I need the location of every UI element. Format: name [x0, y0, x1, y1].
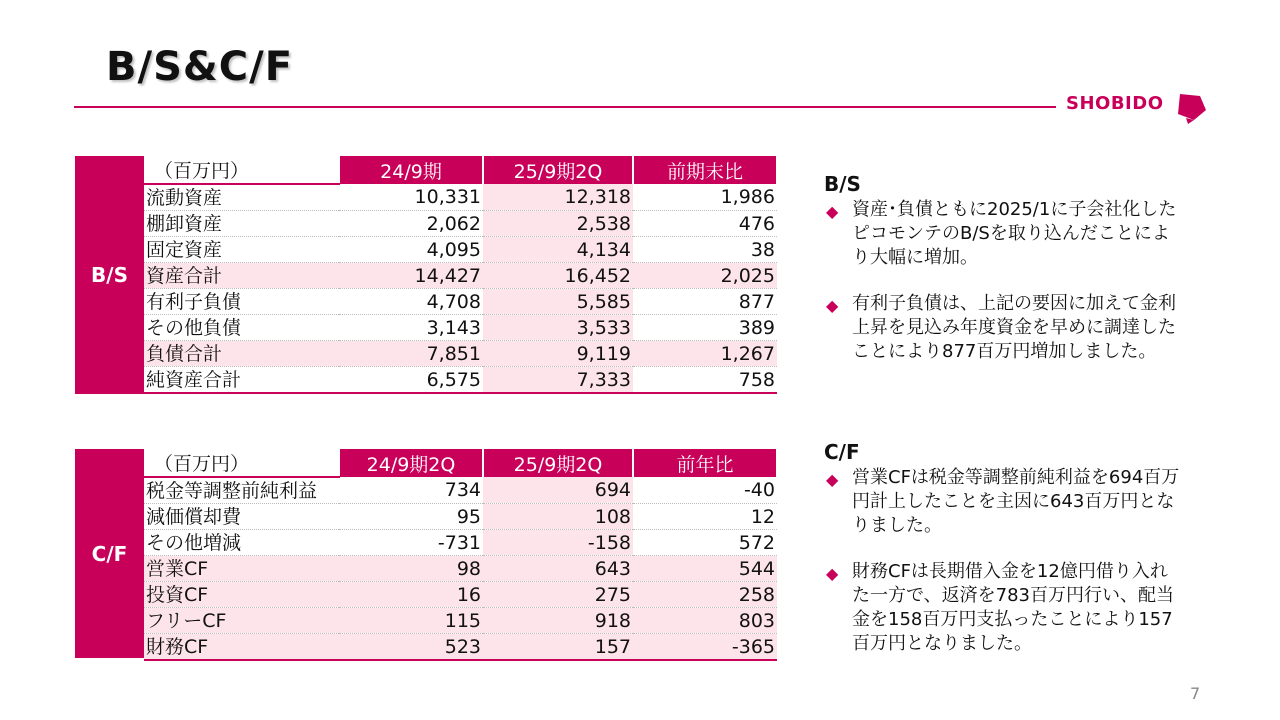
bs-table-row	[144, 315, 777, 341]
bs-table-row	[144, 341, 777, 367]
cf-note-text: 財務CFは長期借入金を12億円借り入れた一方で、返済を783百万円行い、配当金を158百万円支払ったことにより157百万円となりました。	[852, 561, 1174, 654]
cf-cell-col3: 12	[633, 504, 777, 530]
logo-text: SHOBIDO	[1066, 93, 1164, 114]
cf-row-label: フリーCF	[144, 608, 339, 634]
cf-cell-col1: -731	[339, 530, 483, 556]
cf-cell-col1: 734	[339, 477, 483, 504]
bs-row-label: 棚卸資産	[144, 211, 339, 237]
cf-table-row	[144, 582, 777, 608]
cf-table-row	[144, 608, 777, 634]
bs-row-label: 流動資産	[144, 184, 339, 211]
bs-cell-col1: 3,143	[339, 315, 483, 341]
diamond-bullet-icon: ◆	[826, 202, 839, 221]
cf-note-text: 営業CFは税金等調整前純利益を694百万円計上したことを主因に643百万円となりました。	[852, 467, 1180, 536]
bs-table-row	[144, 184, 777, 211]
bs-row-label: その他負債	[144, 315, 339, 341]
cf-cell-col3: 572	[633, 530, 777, 556]
bs-row-label: 負債合計	[144, 341, 339, 367]
title-divider	[74, 106, 1056, 108]
bs-table-row	[144, 367, 777, 394]
cf-cell-col2: 918	[483, 608, 633, 634]
bs-cell-col3: 877	[633, 289, 777, 315]
bs-row-label: 資産合計	[144, 263, 339, 289]
cf-table-row	[144, 504, 777, 530]
cf-cell-col2: -158	[483, 530, 633, 556]
cf-cell-col3: 803	[633, 608, 777, 634]
cf-row-label: 税金等調整前純利益	[144, 477, 339, 504]
cf-note-item	[824, 466, 1184, 538]
bs-header-col1: 24/9期	[339, 156, 483, 184]
bs-cell-col2: 2,538	[483, 211, 633, 237]
bs-cell-col2: 5,585	[483, 289, 633, 315]
bs-note-item	[824, 198, 1184, 270]
page-title: B/S&C/F	[106, 44, 294, 90]
cf-cell-col3: -40	[633, 477, 777, 504]
cf-cell-col1: 95	[339, 504, 483, 530]
bs-row-label: 固定資産	[144, 237, 339, 263]
cf-header-row	[144, 449, 777, 477]
cf-notes-heading: C/F	[824, 440, 860, 464]
bs-cell-col1: 10,331	[339, 184, 483, 211]
bs-notes-heading: B/S	[824, 172, 861, 196]
bs-note-text: 資産･負債ともに2025/1に子会社化したピコモンテのB/Sを取り込んだことにより大幅に増加。	[852, 199, 1177, 268]
bs-cell-col3: 1,986	[633, 184, 777, 211]
bs-section-label: B/S	[75, 156, 144, 394]
cf-cell-col1: 98	[339, 556, 483, 582]
bs-row-label: 有利子負債	[144, 289, 339, 315]
cf-cell-col2: 694	[483, 477, 633, 504]
bs-header-row	[144, 156, 777, 184]
bs-cell-col1: 14,427	[339, 263, 483, 289]
bs-note-text: 有利子負債は、上記の要因に加えて金利上昇を見込み年度資金を早めに調達したことにより877百万円増加しました。	[852, 293, 1176, 362]
bs-cell-col1: 4,095	[339, 237, 483, 263]
diamond-bullet-icon: ◆	[826, 564, 839, 583]
cf-table-row	[144, 477, 777, 504]
cf-table-row	[144, 634, 777, 661]
cf-cell-col2: 643	[483, 556, 633, 582]
cf-table-row	[144, 556, 777, 582]
cf-section-label: C/F	[75, 449, 144, 658]
cf-cell-col3: -365	[633, 634, 777, 661]
page-number: 7	[1190, 684, 1201, 703]
bs-table-row	[144, 211, 777, 237]
bs-notes	[824, 172, 1184, 386]
bs-cell-col3: 1,267	[633, 341, 777, 367]
bs-cell-col3: 2,025	[633, 263, 777, 289]
bs-cell-col3: 389	[633, 315, 777, 341]
bs-cell-col2: 7,333	[483, 367, 633, 394]
cf-row-label: 営業CF	[144, 556, 339, 582]
cf-table-row	[144, 530, 777, 556]
bs-cell-col1: 4,708	[339, 289, 483, 315]
bs-table-row	[144, 289, 777, 315]
bs-cell-col1: 6,575	[339, 367, 483, 394]
diamond-bullet-icon: ◆	[826, 296, 839, 315]
cf-note-item	[824, 560, 1184, 656]
cf-notes	[824, 440, 1184, 678]
cf-cell-col1: 523	[339, 634, 483, 661]
cf-header-col3: 前年比	[633, 449, 777, 477]
bs-table-row	[144, 237, 777, 263]
bs-cell-col3: 758	[633, 367, 777, 394]
cf-cell-col1: 16	[339, 582, 483, 608]
company-logo	[1066, 90, 1211, 126]
logo-mark-icon	[1172, 90, 1208, 126]
bs-header-col2: 25/9期2Q	[483, 156, 633, 184]
bs-note-item	[824, 292, 1184, 364]
cf-table	[144, 449, 778, 661]
cf-row-label: 減価償却費	[144, 504, 339, 530]
cf-cell-col2: 275	[483, 582, 633, 608]
cf-header-col1: 24/9期2Q	[339, 449, 483, 477]
cf-unit-label: （百万円）	[144, 449, 339, 477]
bs-cell-col2: 4,134	[483, 237, 633, 263]
diamond-bullet-icon: ◆	[826, 470, 839, 489]
cf-cell-col2: 157	[483, 634, 633, 661]
cf-row-label: 投資CF	[144, 582, 339, 608]
bs-cell-col1: 7,851	[339, 341, 483, 367]
bs-table	[144, 156, 778, 394]
bs-row-label: 純資産合計	[144, 367, 339, 394]
cf-cell-col3: 258	[633, 582, 777, 608]
bs-unit-label: （百万円）	[144, 156, 339, 184]
bs-cell-col2: 9,119	[483, 341, 633, 367]
bs-cell-col2: 12,318	[483, 184, 633, 211]
bs-cell-col3: 38	[633, 237, 777, 263]
cf-header-col2: 25/9期2Q	[483, 449, 633, 477]
cf-cell-col2: 108	[483, 504, 633, 530]
cf-row-label: 財務CF	[144, 634, 339, 661]
cf-cell-col3: 544	[633, 556, 777, 582]
bs-cell-col3: 476	[633, 211, 777, 237]
bs-table-row	[144, 263, 777, 289]
cf-cell-col1: 115	[339, 608, 483, 634]
bs-cell-col2: 3,533	[483, 315, 633, 341]
bs-cell-col2: 16,452	[483, 263, 633, 289]
bs-header-col3: 前期末比	[633, 156, 777, 184]
cf-row-label: その他増減	[144, 530, 339, 556]
bs-cell-col1: 2,062	[339, 211, 483, 237]
